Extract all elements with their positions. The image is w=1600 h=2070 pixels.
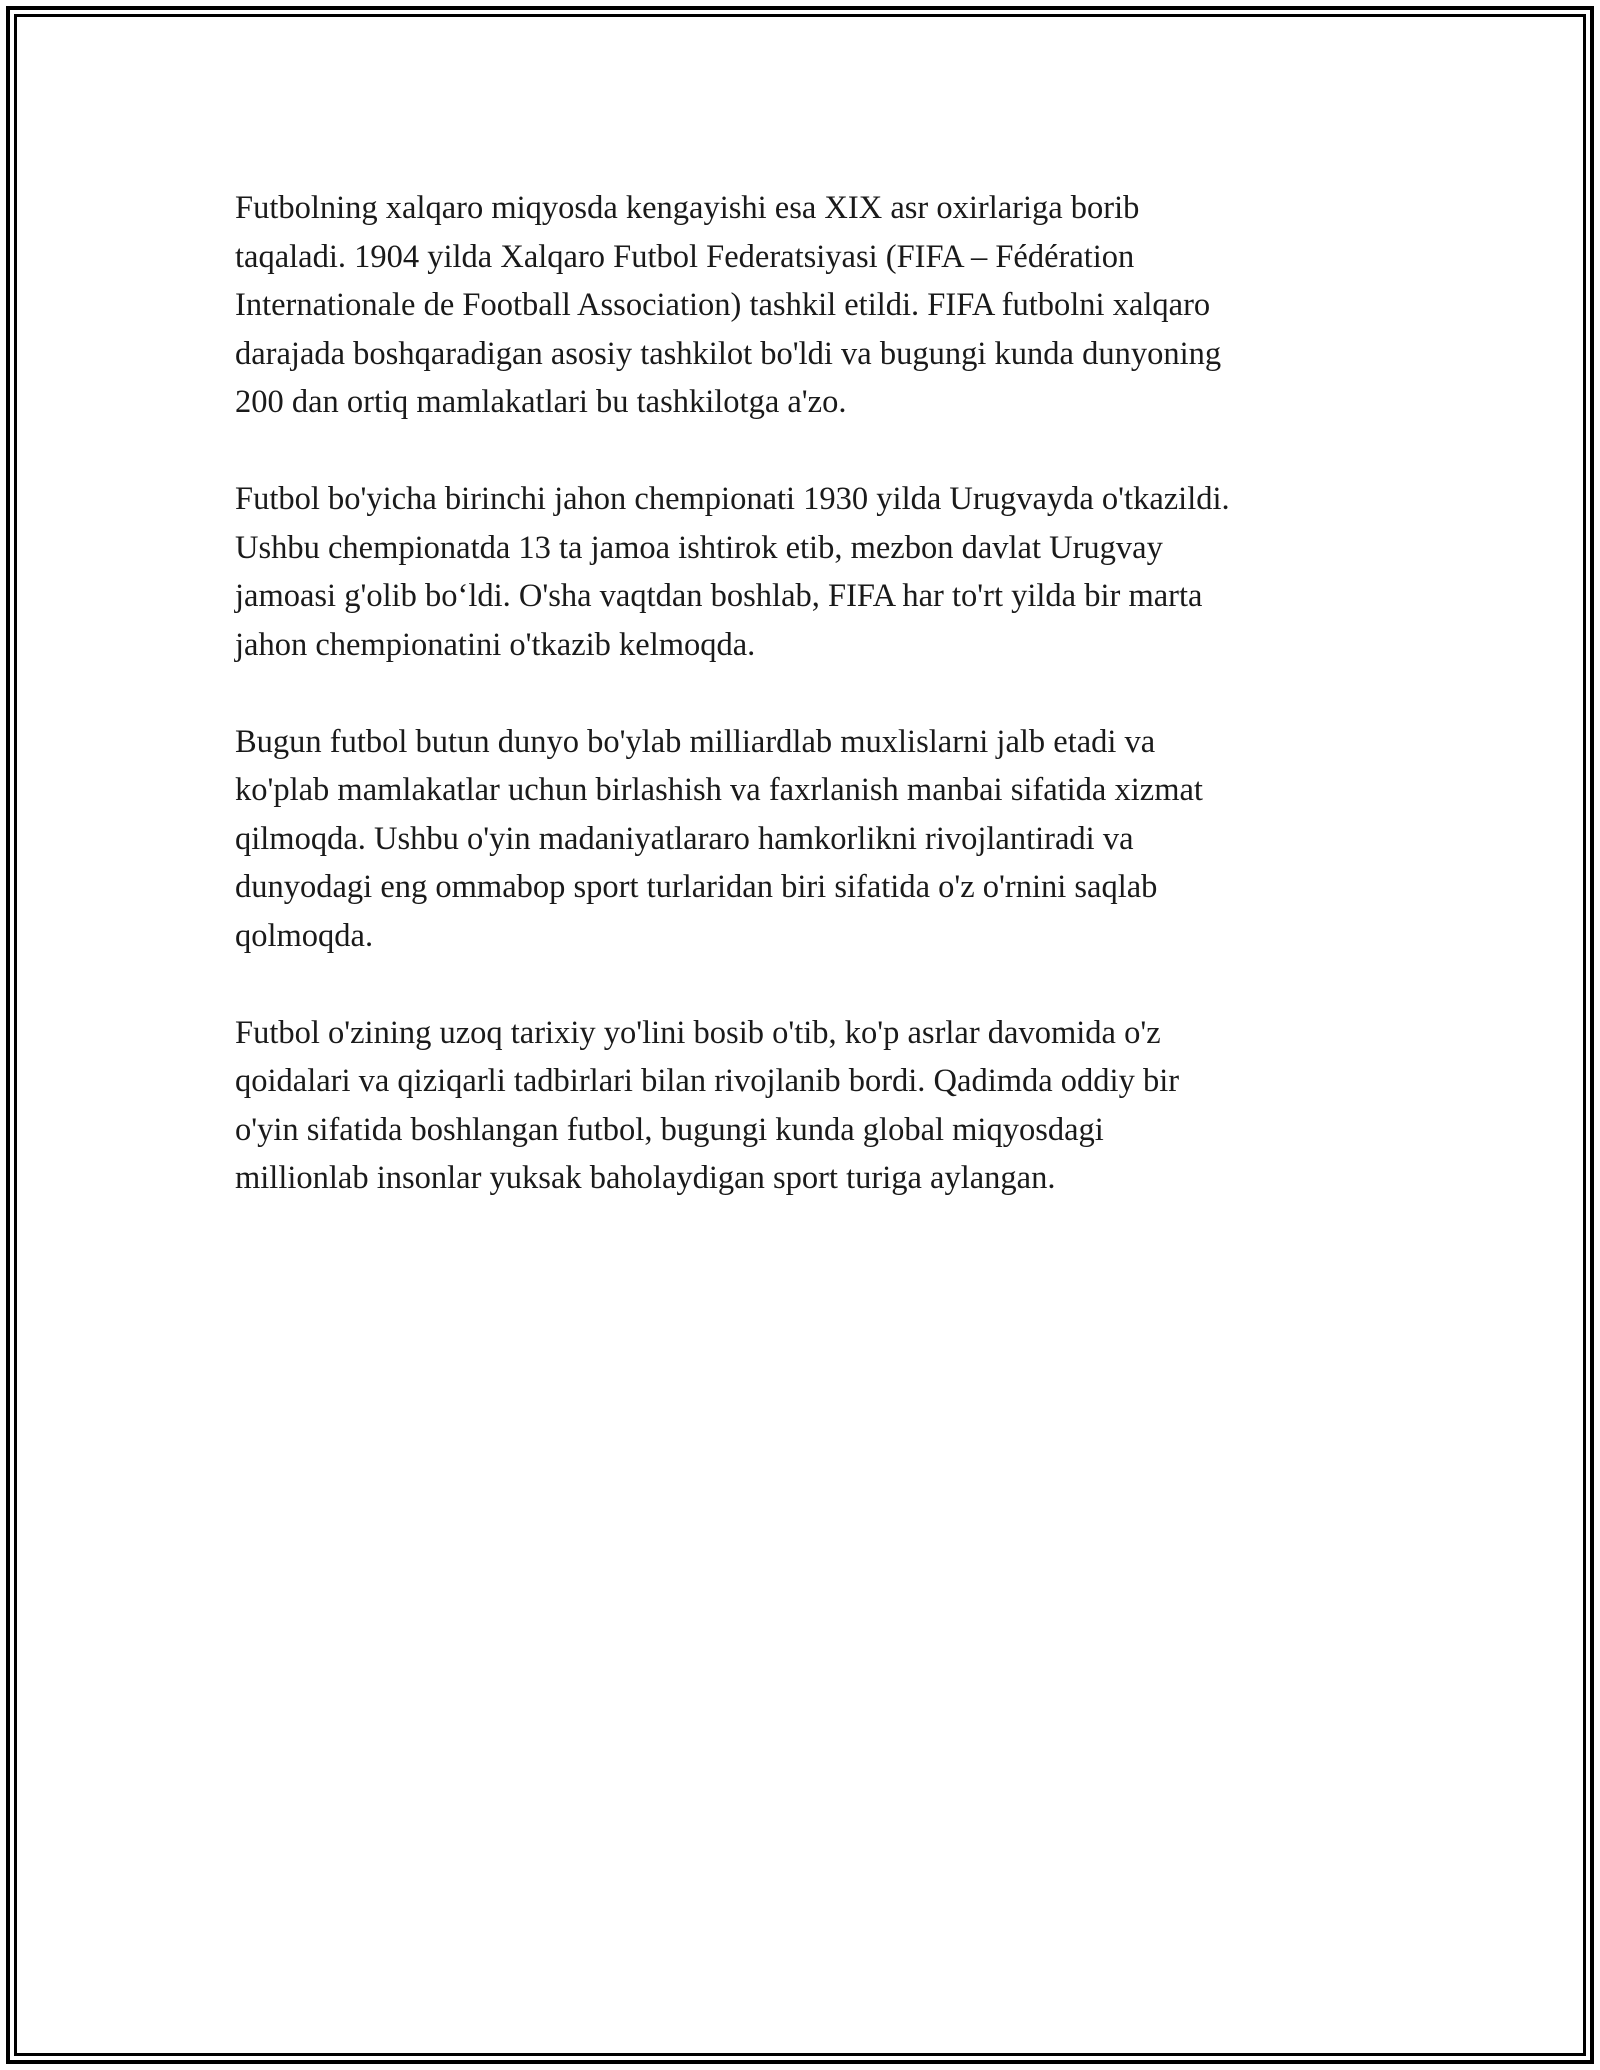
text-line: Futbolning xalqaro miqyosda kengayishi esa XIX asr oxirlariga borib	[235, 190, 1140, 226]
text-line: Futbol bo'yicha birinchi jahon chempionati 1930 yilda Urugvayda o'tkazildi.	[235, 481, 1230, 517]
text-line: qolmoqda.	[235, 917, 374, 954]
text-line: Futbol o'zining uzoq tarixiy yo'lini bosib o'tib, ko'p asrlar davomida o'z	[235, 1014, 1161, 1051]
text-line: Internationale de Football Association) tashkil etildi. FIFA futbolni xalqaro	[235, 287, 1211, 323]
paragraph-3	[235, 718, 1385, 961]
paragraph-2	[235, 475, 1385, 669]
paragraph-1	[235, 184, 1385, 427]
text-line: taqaladi. 1904 yilda Xalqaro Futbol Federatsiyasi (FIFA – Fédération	[235, 238, 1135, 275]
text-line: qilmoqda. Ushbu o'yin madaniyatlararo hamkorlikni rivojlantiradi va	[235, 820, 1134, 857]
paragraph-4	[235, 1009, 1385, 1203]
text-line: Ushbu chempionatda 13 ta jamoa ishtirok etib, mezbon davlat Urugvay	[235, 529, 1163, 566]
text-line: Bugun futbol butun dunyo bo'ylab milliardlab muxlislarni jalb etadi va	[235, 723, 1156, 760]
document-body	[235, 184, 1385, 1251]
text-line: darajada boshqaradigan asosiy tashkilot bo'ldi va bugungi kunda dunyoning	[235, 335, 1222, 372]
text-line: qoidalari va qiziqarli tadbirlari bilan rivojlanib bordi. Qadimda oddiy bir	[235, 1063, 1180, 1099]
text-line: millionlab insonlar yuksak baholaydigan sport turiga aylangan.	[235, 1160, 1056, 1196]
text-line: dunyodagi eng ommabop sport turlaridan biri sifatida o'z o'rnini saqlab	[235, 869, 1158, 905]
text-line: o'yin sifatida boshlangan futbol, bugungi kunda global miqyosdagi	[235, 1111, 1104, 1148]
text-line: jahon chempionatini o'tkazib kelmoqda.	[235, 626, 756, 663]
text-line: ko'plab mamlakatlar uchun birlashish va faxrlanish manbai sifatida xizmat	[235, 772, 1203, 808]
text-line: 200 dan ortiq mamlakatlari bu tashkilotga a'zo.	[235, 384, 847, 420]
text-line: jamoasi g'olib bo‘ldi. O'sha vaqtdan boshlab, FIFA har to'rt yilda bir marta	[235, 578, 1203, 614]
